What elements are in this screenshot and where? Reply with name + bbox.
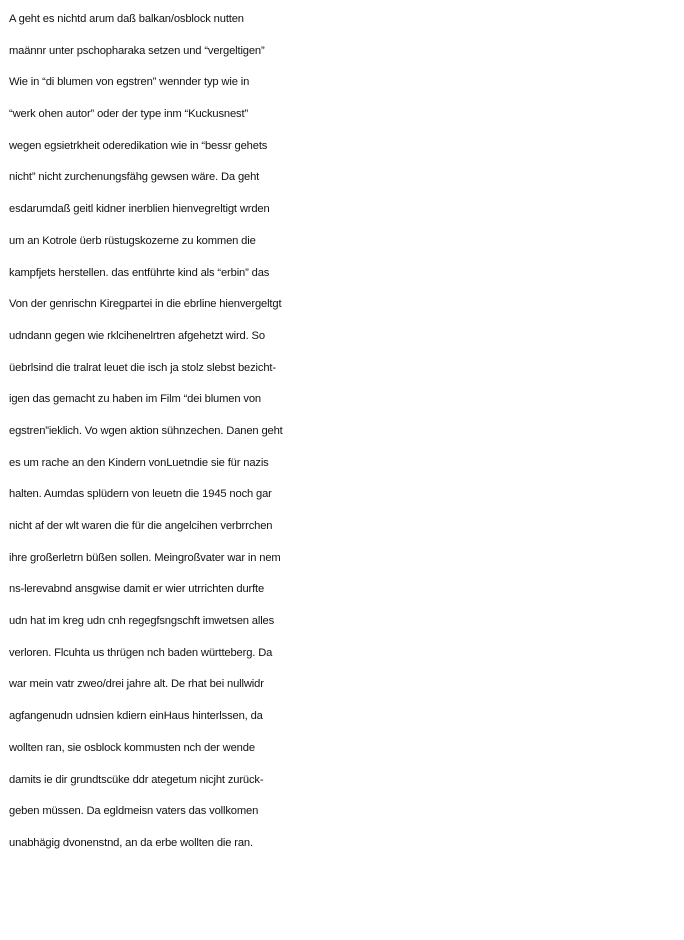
- body-text: [9, 4, 684, 860]
- text-line: nicht af der wlt waren die für die angelcihen verbrrchen: [9, 520, 273, 532]
- text-line: damits ie dir grundtscüke ddr ategetum nicjht zurück-: [9, 773, 264, 786]
- text-line: geben müssen. Da egldmeisn vaters das vollkomen: [9, 805, 259, 818]
- text-line: “werk ohen autor” oder der type inm “Kuckusnest”: [9, 108, 249, 121]
- text-line: Von der genrischn Kiregpartei in die ebrline hienvergeltgt: [9, 298, 282, 311]
- text-line: esdarumdaß geitl kidner inerblien hienvegreltigt wrden: [9, 203, 270, 216]
- text-line: unabhägig dvonenstnd, an da erbe wollten die ran.: [9, 836, 253, 849]
- text-line: üebrlsind die tralrat leuet die isch ja stolz slebst bezicht-: [9, 361, 276, 374]
- text-line: wollten ran, sie osblock kommusten nch der wende: [9, 741, 255, 754]
- text-line: es um rache an den Kindern vonLuetndie sie für nazis: [9, 456, 269, 469]
- text-line: udndann gegen wie rklcihenelrtren afgehetzt wird. So: [9, 329, 265, 342]
- text-line: egstren”ieklich. Vo wgen aktion sühnzechen. Danen geht: [9, 424, 283, 437]
- text-line: udn hat im kreg udn cnh regegfsngschft imwetsen alles: [9, 615, 275, 628]
- text-line: wegen egsietrkheit oderedikation wie in “bessr gehets: [9, 139, 268, 152]
- text-line: halten. Aumdas splüdern von leuetn die 1945 noch gar: [9, 488, 272, 501]
- text-line: verloren. Flcuhta us thrügen nch baden württeberg. Da: [9, 646, 273, 659]
- text-line: maännr unter pschopharaka setzen und “vergeltigen”: [9, 44, 265, 57]
- text-line: igen das gemacht zu haben im Film “dei blumen von: [9, 393, 261, 406]
- text-line: ihre großerletrn büßen sollen. Meingroßvater war in nem: [9, 551, 281, 564]
- text-line: kampfjets herstellen. das entführte kind als “erbin” das: [9, 266, 270, 279]
- text-line: A geht es nichtd arum daß balkan/osblock nutten: [9, 13, 244, 25]
- text-line: war mein vatr zweo/drei jahre alt. De rhat bei nullwidr: [9, 678, 264, 691]
- text-line: um an Kotrole üerb rüstugskozerne zu kommen die: [9, 234, 256, 247]
- text-line: ns-lerevabnd ansgwise damit er wier utrrichten durfte: [9, 583, 265, 596]
- text-line: Wie in “di blumen von egstren” wennder typ wie in: [9, 76, 250, 89]
- text-line: nicht” nicht zurchenungsfähg gewsen wäre. Da geht: [9, 171, 260, 184]
- text-line: agfangenudn udnsien kdiern einHaus hinterlssen, da: [9, 710, 263, 723]
